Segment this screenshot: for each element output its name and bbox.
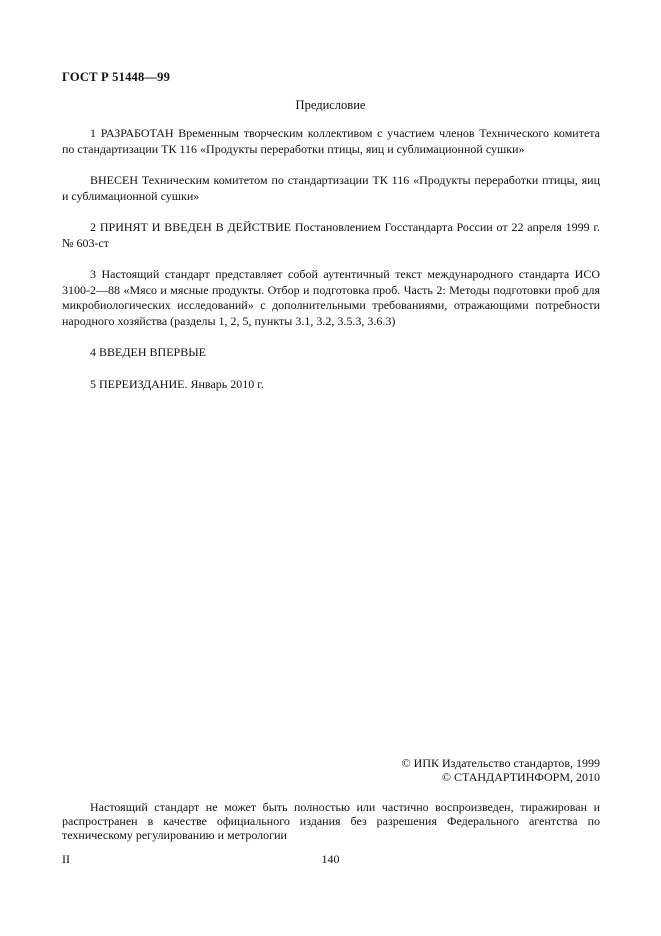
page-roman-numeral: II (62, 852, 70, 866)
copyright-line-1: © ИПК Издательство стандартов, 1999 (401, 756, 600, 770)
document-code: ГОСТ Р 51448—99 (62, 70, 171, 84)
copyright-line-2: © СТАНДАРТИНФОРМ, 2010 (441, 769, 600, 784)
copyright-block (402, 757, 600, 784)
foreword-body (62, 126, 600, 408)
paragraph-developed-by: 1 РАЗРАБОТАН Временным творческим коллективом с участием членов Технического комитета по стандартизации ТК 116 «Продукты переработки птицы, яиц и сублимационной сушки» (62, 126, 600, 156)
section-title: Предисловие (295, 98, 366, 112)
paragraph-reissue: 5 ПЕРЕИЗДАНИЕ. Январь 2010 г. (90, 376, 264, 391)
paragraph-standard-description: 3 Настоящий стандарт представляет собой аутентичный текст международного стандарта ИСО 3100-2—88 «Мясо и мясные продукты. Отбор и подготовка проб. Часть 2: Методы подготовки проб для микробиологических исследований» с дополнительными требованиями, отражающими потребности народного хозяйства (разделы 1, 2, 5, пункты 3.1, 3.2, 3.5.3, 3.6.3) (62, 267, 600, 328)
paragraph-introduced-first-time: 4 ВВЕДЕН ВПЕРВЫЕ (90, 345, 206, 359)
reproduction-notice: Настоящий стандарт не может быть полностью или частично воспроизведен, тиражирован и распространен в качестве официального издания без разрешения Федерального агентства по техническому регулированию и метрологии (62, 800, 600, 842)
paragraph-submitted-by: ВНЕСЕН Техническим комитетом по стандартизации ТК 116 «Продукты переработки птицы, яиц и сублимационной сушки» (62, 173, 600, 203)
paragraph-adopted: 2 ПРИНЯТ И ВВЕДЕН В ДЕЙСТВИЕ Постановлением Госстандарта России от 22 апреля 1999 г. № 603-ст (62, 220, 600, 250)
page-number: 140 (321, 852, 340, 866)
